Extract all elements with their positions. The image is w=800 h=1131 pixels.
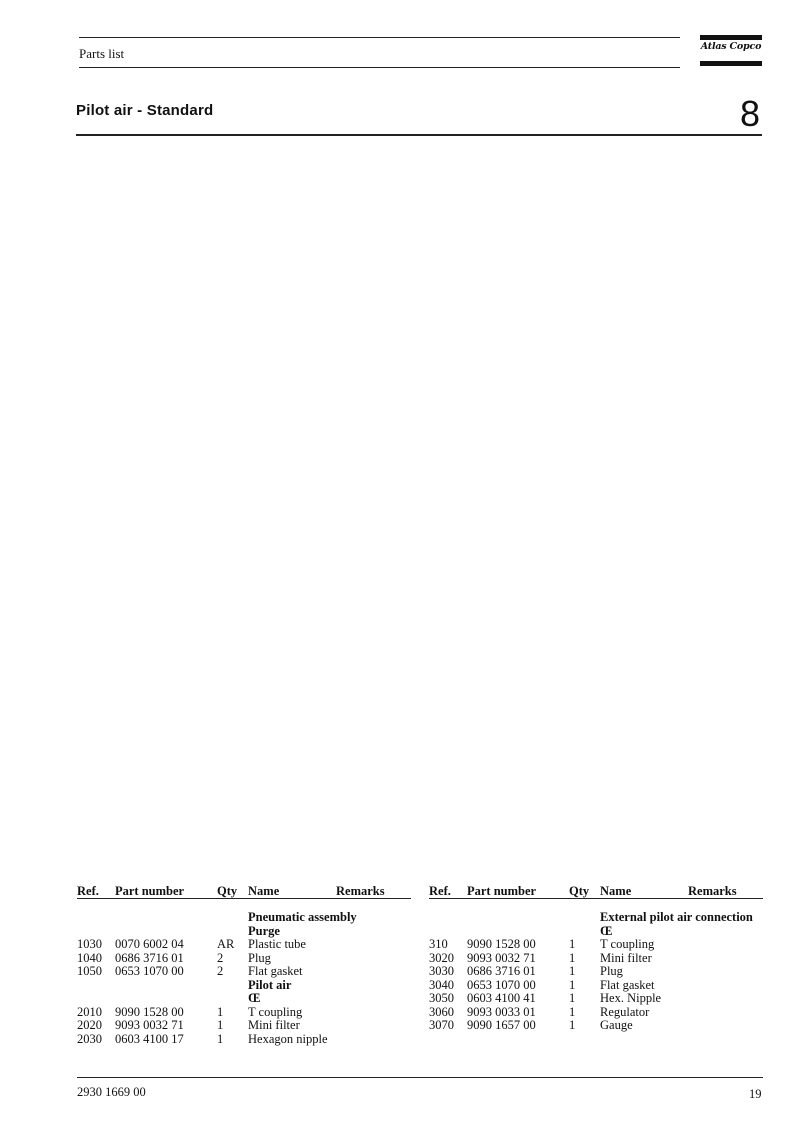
table-header-rule bbox=[429, 898, 763, 899]
header-qty: Qty bbox=[217, 884, 238, 898]
header-qty: Qty bbox=[569, 884, 590, 898]
cell-name: Flat gasket bbox=[248, 964, 303, 978]
cell-qty: 1 bbox=[569, 950, 576, 965]
cell-name: Plug bbox=[600, 964, 623, 978]
cell-qty: 2 bbox=[217, 964, 224, 978]
cell-qty: 1 bbox=[569, 991, 576, 1005]
cell-part-number: 9093 0033 01 bbox=[467, 1004, 536, 1019]
cell-ref: 1040 bbox=[77, 950, 102, 965]
cell-ref: 3020 bbox=[429, 950, 454, 965]
cell-qty: 1 bbox=[569, 1004, 576, 1019]
header-part-number: Part number bbox=[115, 884, 185, 898]
cell-name: Hex. Nipple bbox=[600, 991, 662, 1005]
cell-name: Purge bbox=[248, 923, 280, 938]
header-remarks: Remarks bbox=[688, 884, 737, 898]
header-remarks: Remarks bbox=[336, 884, 385, 898]
header-label: Parts list bbox=[79, 46, 125, 61]
page-title: Pilot air - Standard bbox=[76, 102, 214, 119]
title-rule bbox=[76, 134, 762, 136]
cell-name: External pilot air connection bbox=[600, 910, 753, 924]
atlas-copco-logo bbox=[700, 35, 762, 67]
cell-part-number: 9093 0032 71 bbox=[115, 1018, 184, 1032]
header-part-number: Part number bbox=[467, 884, 537, 898]
cell-ref: 3070 bbox=[429, 1018, 454, 1032]
document-number: 2930 1669 00 bbox=[77, 1085, 146, 1099]
cell-ref: 3030 bbox=[429, 964, 454, 978]
cell-ref: 1030 bbox=[77, 937, 102, 951]
chapter-number: 8 bbox=[740, 93, 761, 134]
cell-ref: 3060 bbox=[429, 1004, 454, 1019]
cell-qty: 1 bbox=[569, 937, 576, 951]
header-bottom-rule bbox=[79, 67, 680, 68]
cell-part-number: 0653 1070 00 bbox=[115, 964, 184, 978]
header-ref: Ref. bbox=[77, 884, 99, 898]
cell-name: Pneumatic assembly bbox=[248, 910, 357, 924]
cell-name: T coupling bbox=[600, 937, 655, 951]
cell-name: Mini filter bbox=[600, 950, 652, 965]
cell-part-number: 9090 1657 00 bbox=[467, 1018, 536, 1032]
cell-name: Regulator bbox=[600, 1004, 650, 1019]
cell-part-number: 0603 4100 17 bbox=[115, 1031, 184, 1046]
cell-name: Gauge bbox=[600, 1018, 633, 1032]
cell-qty: 1 bbox=[569, 964, 576, 978]
footer-rule bbox=[77, 1077, 763, 1078]
cell-ref: 310 bbox=[429, 937, 448, 951]
cell-name: Flat gasket bbox=[600, 977, 655, 992]
cell-name: Pilot air bbox=[248, 977, 292, 992]
cell-ref: 3050 bbox=[429, 991, 454, 1005]
cell-name: Mini filter bbox=[248, 1018, 300, 1032]
cell-ref: 1050 bbox=[77, 964, 102, 978]
header-top-rule bbox=[79, 37, 680, 38]
cell-qty: 1 bbox=[569, 977, 576, 992]
header-ref: Ref. bbox=[429, 884, 451, 898]
cell-qty: AR bbox=[217, 937, 235, 951]
cell-name: Hexagon nipple bbox=[248, 1031, 328, 1046]
cell-part-number: 0070 6002 04 bbox=[115, 937, 184, 951]
cell-ref: 2030 bbox=[77, 1031, 102, 1046]
cell-ref: 3040 bbox=[429, 977, 454, 992]
page-number: 19 bbox=[749, 1087, 762, 1101]
cell-ref: 2020 bbox=[77, 1018, 102, 1032]
logo-text: Atlas Copco bbox=[700, 41, 762, 52]
cell-part-number: 0686 3716 01 bbox=[115, 950, 184, 965]
cell-name: T coupling bbox=[248, 1004, 303, 1019]
cell-name: Œ bbox=[600, 923, 613, 938]
cell-part-number: 0653 1070 00 bbox=[467, 977, 536, 992]
cell-qty: 1 bbox=[217, 1004, 224, 1019]
header-name: Name bbox=[248, 884, 280, 898]
cell-part-number: 9090 1528 00 bbox=[467, 937, 536, 951]
cell-part-number: 9090 1528 00 bbox=[115, 1004, 184, 1019]
cell-name: Plastic tube bbox=[248, 937, 306, 951]
cell-qty: 2 bbox=[217, 950, 224, 965]
cell-qty: 1 bbox=[217, 1018, 224, 1032]
cell-name: Œ bbox=[248, 991, 261, 1005]
cell-part-number: 9093 0032 71 bbox=[467, 950, 536, 965]
header-name: Name bbox=[600, 884, 632, 898]
cell-part-number: 0603 4100 41 bbox=[467, 991, 536, 1005]
cell-qty: 1 bbox=[217, 1031, 224, 1046]
cell-ref: 2010 bbox=[77, 1004, 102, 1019]
cell-name: Plug bbox=[248, 950, 271, 965]
cell-part-number: 0686 3716 01 bbox=[467, 964, 536, 978]
table-header-rule bbox=[77, 898, 411, 899]
cell-qty: 1 bbox=[569, 1018, 576, 1032]
